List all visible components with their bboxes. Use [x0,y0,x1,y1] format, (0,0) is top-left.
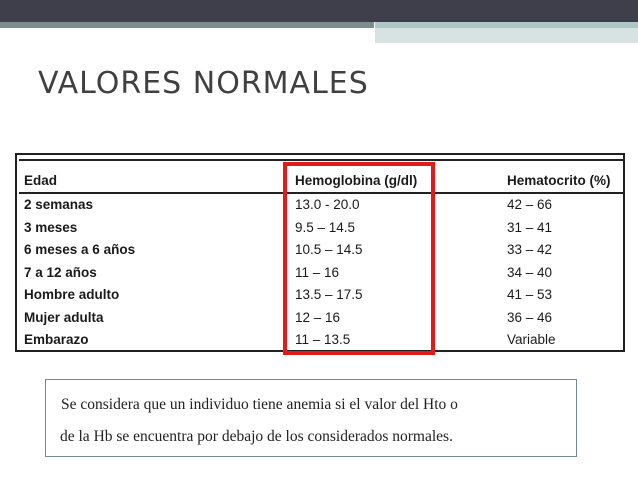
age-cell: Embarazo [24,332,89,347]
hematocrit-cell: Variable [507,332,556,347]
header-hematocrit: Hematocrito (%) [507,173,611,188]
slide-title: VALORES NORMALES [38,66,369,101]
hemoglobin-cell: 11 – 13.5 [295,332,351,347]
hematocrit-cell: 34 – 40 [507,264,553,280]
hematocrit-cell: 36 – 46 [507,309,553,325]
hematocrit-cell: 33 – 42 [507,242,553,257]
hemoglobin-cell: 13.0 - 20.0 [295,197,360,212]
accent-stripe-dark [0,22,375,28]
hematocrit-cell: 41 – 53 [507,287,553,302]
note-line-1: Se considera que un individuo tiene anemia si el valor del Hto o [61,396,458,413]
note-line-2: de la Hb se encuentra por debajo de los considerados normales. [60,428,453,445]
age-cell: 7 a 12 años [24,264,97,280]
hemoglobin-cell: 10.5 – 14.5 [295,242,363,257]
hematocrit-cell: 31 – 41 [507,219,553,235]
table-top-rule [19,159,623,161]
hemoglobin-cell: 11 – 16 [295,264,340,280]
top-banner-bar [0,0,638,22]
age-cell: 3 meses [24,219,78,235]
hemoglobin-highlight-box [283,162,435,355]
age-cell: Mujer adulta [24,309,104,325]
header-hemoglobin: Hemoglobina (g/dl) [295,173,418,188]
top-corner-decoration [375,22,638,43]
age-cell: 6 meses a 6 años [24,242,136,257]
header-age: Edad [24,173,58,188]
hemoglobin-cell: 13.5 – 17.5 [295,287,363,302]
age-cell: 2 semanas [24,197,94,212]
hemoglobin-cell: 12 – 16 [295,309,341,325]
decoration-divider [374,22,375,42]
hemoglobin-cell: 9.5 – 14.5 [295,219,356,235]
hematocrit-cell: 42 – 66 [507,197,553,212]
anemia-definition-note [45,379,577,457]
age-cell: Hombre adulto [24,287,120,302]
